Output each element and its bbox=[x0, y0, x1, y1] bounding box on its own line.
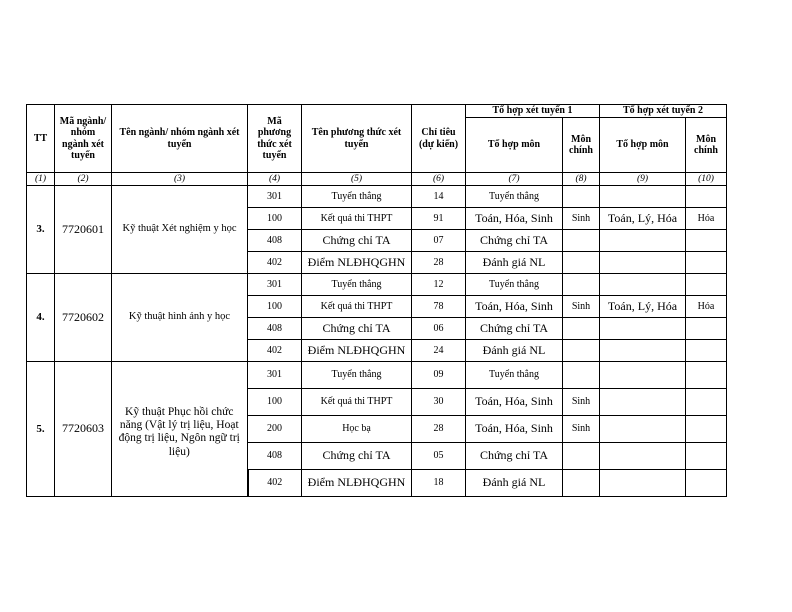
method-name: Kết quả thi THPT bbox=[302, 389, 412, 416]
combo-2 bbox=[600, 416, 686, 443]
main-subject-1 bbox=[563, 362, 600, 389]
column-number: (9) bbox=[600, 173, 686, 186]
main-subject-1: Sinh bbox=[563, 416, 600, 443]
quota: 78 bbox=[412, 296, 466, 318]
combo-1: Đánh giá NL bbox=[466, 340, 563, 362]
header-to-hop-mon-1: Tổ hợp môn bbox=[466, 118, 563, 173]
major-name: Kỹ thuật hình ảnh y học bbox=[112, 274, 248, 362]
header-to-hop-mon-2: Tổ hợp môn bbox=[600, 118, 686, 173]
quota: 09 bbox=[412, 362, 466, 389]
main-subject-1 bbox=[563, 470, 600, 497]
table-row bbox=[27, 362, 727, 389]
column-number: (2) bbox=[55, 173, 112, 186]
main-subject-2: Hóa bbox=[686, 296, 727, 318]
quota: 18 bbox=[412, 470, 466, 497]
method-code: 402 bbox=[248, 470, 302, 497]
main-subject-1: Sinh bbox=[563, 389, 600, 416]
header-ma-phuong-thuc: Mã phương thức xét tuyển bbox=[248, 105, 302, 173]
major-code: 7720601 bbox=[55, 186, 112, 274]
combo-2 bbox=[600, 318, 686, 340]
column-number-row bbox=[27, 173, 727, 186]
method-code: 301 bbox=[248, 274, 302, 296]
admission-table bbox=[26, 104, 727, 497]
main-subject-2 bbox=[686, 443, 727, 470]
method-name: Kết quả thi THPT bbox=[302, 208, 412, 230]
method-code: 408 bbox=[248, 230, 302, 252]
combo-1: Tuyển thẳng bbox=[466, 362, 563, 389]
combo-1: Chứng chỉ TA bbox=[466, 443, 563, 470]
main-subject-1: Sinh bbox=[563, 208, 600, 230]
column-number: (1) bbox=[27, 173, 55, 186]
header-ten-nganh: Tên ngành/ nhóm ngành xét tuyển bbox=[112, 105, 248, 173]
header-to-hop-2: Tổ hợp xét tuyển 2 bbox=[600, 105, 727, 118]
main-subject-2 bbox=[686, 470, 727, 497]
method-name: Tuyển thẳng bbox=[302, 274, 412, 296]
method-name: Điểm NLĐHQGHN bbox=[302, 470, 412, 497]
main-subject-2 bbox=[686, 274, 727, 296]
combo-1: Đánh giá NL bbox=[466, 470, 563, 497]
main-subject-2 bbox=[686, 186, 727, 208]
main-subject-1 bbox=[563, 443, 600, 470]
quota: 14 bbox=[412, 186, 466, 208]
main-subject-2 bbox=[686, 416, 727, 443]
main-subject-2 bbox=[686, 318, 727, 340]
column-number: (3) bbox=[112, 173, 248, 186]
main-subject-2 bbox=[686, 230, 727, 252]
combo-2 bbox=[600, 389, 686, 416]
main-subject-2 bbox=[686, 362, 727, 389]
combo-2 bbox=[600, 252, 686, 274]
quota: 07 bbox=[412, 230, 466, 252]
combo-2 bbox=[600, 274, 686, 296]
row-number: 4. bbox=[27, 274, 55, 362]
table-row bbox=[27, 186, 727, 208]
column-number: (10) bbox=[686, 173, 727, 186]
header-chi-tieu: Chỉ tiêu (dự kiến) bbox=[412, 105, 466, 173]
row-number: 3. bbox=[27, 186, 55, 274]
method-name: Điểm NLĐHQGHN bbox=[302, 340, 412, 362]
row-number: 5. bbox=[27, 362, 55, 497]
main-subject-1 bbox=[563, 318, 600, 340]
method-code: 402 bbox=[248, 340, 302, 362]
quota: 28 bbox=[412, 416, 466, 443]
header-ten-phuong-thuc: Tên phương thức xét tuyển bbox=[302, 105, 412, 173]
major-name: Kỹ thuật Xét nghiệm y học bbox=[112, 186, 248, 274]
method-code: 100 bbox=[248, 389, 302, 416]
main-subject-1: Sinh bbox=[563, 296, 600, 318]
main-subject-2 bbox=[686, 252, 727, 274]
combo-1: Chứng chỉ TA bbox=[466, 230, 563, 252]
column-number: (4) bbox=[248, 173, 302, 186]
combo-1: Đánh giá NL bbox=[466, 252, 563, 274]
main-subject-1 bbox=[563, 230, 600, 252]
combo-2 bbox=[600, 470, 686, 497]
main-subject-2 bbox=[686, 340, 727, 362]
method-name: Chứng chỉ TA bbox=[302, 230, 412, 252]
combo-1: Toán, Hóa, Sinh bbox=[466, 208, 563, 230]
combo-2 bbox=[600, 186, 686, 208]
quota: 91 bbox=[412, 208, 466, 230]
combo-2 bbox=[600, 230, 686, 252]
column-number: (5) bbox=[302, 173, 412, 186]
main-subject-2: Hóa bbox=[686, 208, 727, 230]
column-number: (8) bbox=[563, 173, 600, 186]
header-mon-chinh-2: Môn chính bbox=[686, 118, 727, 173]
major-name: Kỹ thuật Phục hồi chức năng (Vật lý trị liệu, Hoạt động trị liệu, Ngôn ngữ trị liệu) bbox=[112, 362, 248, 497]
method-name: Chứng chỉ TA bbox=[302, 318, 412, 340]
combo-1: Toán, Hóa, Sinh bbox=[466, 296, 563, 318]
method-name: Điểm NLĐHQGHN bbox=[302, 252, 412, 274]
combo-2: Toán, Lý, Hóa bbox=[600, 208, 686, 230]
major-code: 7720602 bbox=[55, 274, 112, 362]
main-subject-1 bbox=[563, 274, 600, 296]
combo-2: Toán, Lý, Hóa bbox=[600, 296, 686, 318]
quota: 06 bbox=[412, 318, 466, 340]
combo-1: Toán, Hóa, Sinh bbox=[466, 389, 563, 416]
column-number: (6) bbox=[412, 173, 466, 186]
method-code: 402 bbox=[248, 252, 302, 274]
method-name: Tuyển thẳng bbox=[302, 186, 412, 208]
header-tt: TT bbox=[27, 105, 55, 173]
method-code: 301 bbox=[248, 362, 302, 389]
combo-1: Tuyển thẳng bbox=[466, 274, 563, 296]
quota: 28 bbox=[412, 252, 466, 274]
combo-1: Tuyển thẳng bbox=[466, 186, 563, 208]
method-code: 100 bbox=[248, 296, 302, 318]
method-code: 408 bbox=[248, 443, 302, 470]
quota: 24 bbox=[412, 340, 466, 362]
table-row bbox=[27, 274, 727, 296]
method-code: 200 bbox=[248, 416, 302, 443]
quota: 12 bbox=[412, 274, 466, 296]
method-name: Tuyển thẳng bbox=[302, 362, 412, 389]
quota: 30 bbox=[412, 389, 466, 416]
main-subject-1 bbox=[563, 252, 600, 274]
method-code: 301 bbox=[248, 186, 302, 208]
major-code: 7720603 bbox=[55, 362, 112, 497]
combo-2 bbox=[600, 340, 686, 362]
quota: 05 bbox=[412, 443, 466, 470]
header-ma-nganh: Mã ngành/ nhóm ngành xét tuyển bbox=[55, 105, 112, 173]
method-code: 408 bbox=[248, 318, 302, 340]
main-subject-1 bbox=[563, 186, 600, 208]
column-number: (7) bbox=[466, 173, 563, 186]
combo-2 bbox=[600, 362, 686, 389]
method-code: 100 bbox=[248, 208, 302, 230]
main-subject-2 bbox=[686, 389, 727, 416]
main-subject-1 bbox=[563, 340, 600, 362]
header-mon-chinh-1: Môn chính bbox=[563, 118, 600, 173]
method-name: Chứng chỉ TA bbox=[302, 443, 412, 470]
method-name: Học bạ bbox=[302, 416, 412, 443]
combo-2 bbox=[600, 443, 686, 470]
method-name: Kết quả thi THPT bbox=[302, 296, 412, 318]
combo-1: Toán, Hóa, Sinh bbox=[466, 416, 563, 443]
header-to-hop-1: Tổ hợp xét tuyển 1 bbox=[466, 105, 600, 118]
combo-1: Chứng chỉ TA bbox=[466, 318, 563, 340]
